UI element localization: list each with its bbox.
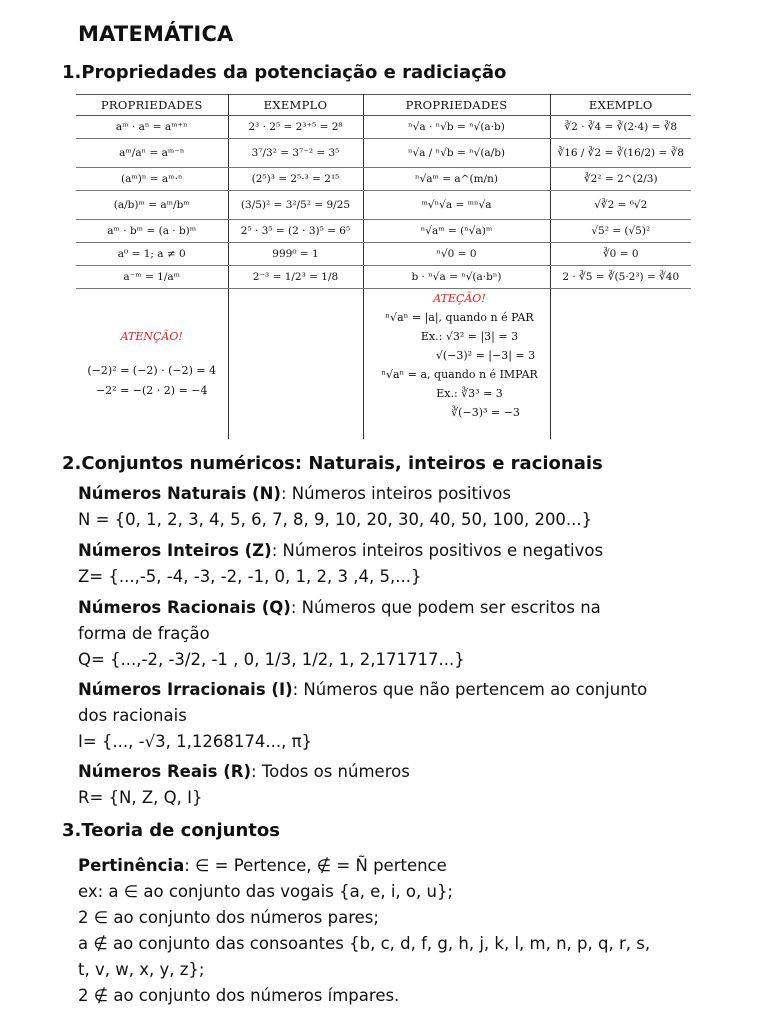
table-cell: 2⁵ · 3⁵ = (2 · 3)⁵ = 6⁵ <box>228 220 363 243</box>
table-header: PROPRIEDADES <box>76 95 228 116</box>
inteiros-block <box>78 538 758 590</box>
racionais-desc2: forma de fração <box>78 624 210 643</box>
table-cell: √5² = (√5)² <box>550 220 691 243</box>
pertinencia-line: a ∉ ao conjunto das consoantes {b, c, d, f, g, h, j, k, l, m, n, p, q, r, s, <box>78 934 651 953</box>
table-cell: 3⁷/3² = 3⁷⁻² = 3⁵ <box>228 139 363 168</box>
inteiros-label: Números Inteiros (Z) <box>78 541 272 560</box>
table-cell: ᵐ√ⁿ√a = ᵐⁿ√a <box>363 191 550 220</box>
table-cell: ⁿ√a · ⁿ√b = ⁿ√(a·b) <box>363 116 550 139</box>
table-cell: ⁿ√aᵐ = a^(m/n) <box>363 168 550 191</box>
table-cell: ⁿ√a / ⁿ√b = ⁿ√(a/b) <box>363 139 550 168</box>
table-cell: (aᵐ)ⁿ = aᵐ·ⁿ <box>76 168 228 191</box>
reais-block <box>78 759 758 811</box>
racionais-desc: : Números que podem ser escritos na <box>290 598 601 617</box>
pertinencia-label: Pertinência <box>78 856 185 875</box>
attention-label: ATENÇÃO! <box>120 330 183 343</box>
empty-cell <box>550 289 691 440</box>
inteiros-set: Z= {...,-5, -4, -3, -2, -1, 0, 1, 2, 3 ,4, 5,...} <box>78 567 422 586</box>
pertinencia-line: t, v, w, x, y, z}; <box>78 960 205 979</box>
table-cell: 2 · ∛5 = ∛(5·2³) = ∛40 <box>550 266 691 289</box>
table-cell: (2⁵)³ = 2⁵·³ = 2¹⁵ <box>228 168 363 191</box>
table-row <box>76 168 691 191</box>
table-cell: ∛0 = 0 <box>550 243 691 266</box>
reais-label: Números Reais (R) <box>78 762 252 781</box>
table-cell: b · ⁿ√a = ⁿ√(a·bⁿ) <box>363 266 550 289</box>
properties-table <box>76 94 691 439</box>
irracionais-block <box>78 677 758 755</box>
table-header: EXEMPLO <box>550 95 691 116</box>
attention-rule: ⁿ√aⁿ = |a|, quando n é PAR <box>385 311 534 324</box>
table-row <box>76 191 691 220</box>
irracionais-label: Números Irracionais (I) <box>78 680 293 699</box>
naturais-label: Números Naturais (N) <box>78 484 281 503</box>
table-header: PROPRIEDADES <box>363 95 550 116</box>
table-cell: ⁿ√0 = 0 <box>363 243 550 266</box>
naturais-block <box>78 481 758 533</box>
table-cell: 2⁻³ = 1/2³ = 1/8 <box>228 266 363 289</box>
naturais-set: N = {0, 1, 2, 3, 4, 5, 6, 7, 8, 9, 10, 20, 30, 40, 50, 100, 200...} <box>78 510 593 529</box>
pertinencia-line: ex: a ∈ ao conjunto das vogais {a, e, i, o, u}; <box>78 882 453 901</box>
irracionais-set: I= {..., -√3, 1,1268174..., π} <box>78 732 312 751</box>
table-cell: 2³ · 2⁵ = 2³⁺⁵ = 2⁸ <box>228 116 363 139</box>
attention-cell-left <box>76 289 228 440</box>
racionais-block <box>78 595 758 673</box>
attention-line: −2² = −(2 · 2) = −4 <box>95 384 208 397</box>
section-heading-2: 2.Conjuntos numéricos: Naturais, inteiros e racionais <box>62 453 603 474</box>
table-row <box>76 266 691 289</box>
attention-example: ∛(−3)³ = −3 <box>451 406 520 419</box>
pertinencia-block <box>78 853 758 1009</box>
reais-set: R= {N, Z, Q, I} <box>78 788 203 807</box>
table-cell: a⁻ᵐ = 1/aᵐ <box>76 266 228 289</box>
table-cell: aᵐ · bᵐ = (a · b)ᵐ <box>76 220 228 243</box>
table-row <box>76 220 691 243</box>
section-heading-1: 1.Propriedades da potenciação e radiciação <box>62 62 507 83</box>
attention-label: ATEÇÃO! <box>433 292 486 305</box>
attention-example: Ex.: √3² = |3| = 3 <box>420 330 519 343</box>
pertinencia-desc: : ∈ = Pertence, ∉ = Ñ pertence <box>184 856 447 875</box>
table-header: EXEMPLO <box>228 95 363 116</box>
table-cell: ⁿ√aᵐ = (ⁿ√a)ᵐ <box>363 220 550 243</box>
table-row <box>76 243 691 266</box>
attention-cell-right <box>363 289 550 440</box>
pertinencia-line: 2 ∈ ao conjunto dos números pares; <box>78 908 379 927</box>
attention-example: √(−3)² = |−3| = 3 <box>435 349 536 362</box>
table-row <box>76 116 691 139</box>
racionais-label: Números Racionais (Q) <box>78 598 291 617</box>
attention-example: Ex.: ∛3³ = 3 <box>436 387 503 400</box>
page-title: MATEMÁTICA <box>78 22 234 46</box>
inteiros-desc: : Números inteiros positivos e negativos <box>271 541 604 560</box>
reais-desc: : Todos os números <box>251 762 410 781</box>
attention-line: (−2)² = (−2) · (−2) = 4 <box>87 364 217 377</box>
table-cell: √∛2 = ⁶√2 <box>550 191 691 220</box>
table-row <box>76 139 691 168</box>
table-cell: a⁰ = 1; a ≠ 0 <box>76 243 228 266</box>
table-cell: ∛2² = 2^(2/3) <box>550 168 691 191</box>
table-cell: ∛2 · ∛4 = ∛(2·4) = ∛8 <box>550 116 691 139</box>
naturais-desc: : Números inteiros positivos <box>280 484 512 503</box>
table-cell: aᵐ · aⁿ = aᵐ⁺ⁿ <box>76 116 228 139</box>
irracionais-desc: : Números que não pertencem ao conjunto <box>292 680 648 699</box>
table-row-attention <box>76 289 691 440</box>
table-cell: aᵐ/aⁿ = aᵐ⁻ⁿ <box>76 139 228 168</box>
irracionais-desc2: dos racionais <box>78 706 187 725</box>
racionais-set: Q= {...,-2, -3/2, -1 , 0, 1/3, 1/2, 1, 2,171717...} <box>78 650 465 669</box>
pertinencia-line: 2 ∉ ao conjunto dos números ímpares. <box>78 986 400 1005</box>
table-cell: (3/5)² = 3²/5² = 9/25 <box>228 191 363 220</box>
section-heading-3: 3.Teoria de conjuntos <box>62 820 280 841</box>
table-cell: (a/b)ᵐ = aᵐ/bᵐ <box>76 191 228 220</box>
table-header-row <box>76 95 691 116</box>
attention-rule: ⁿ√aⁿ = a, quando n é IMPAR <box>381 368 538 381</box>
table-cell: 999⁰ = 1 <box>228 243 363 266</box>
table-cell: ∛16 / ∛2 = ∛(16/2) = ∛8 <box>550 139 691 168</box>
empty-cell <box>228 289 363 440</box>
